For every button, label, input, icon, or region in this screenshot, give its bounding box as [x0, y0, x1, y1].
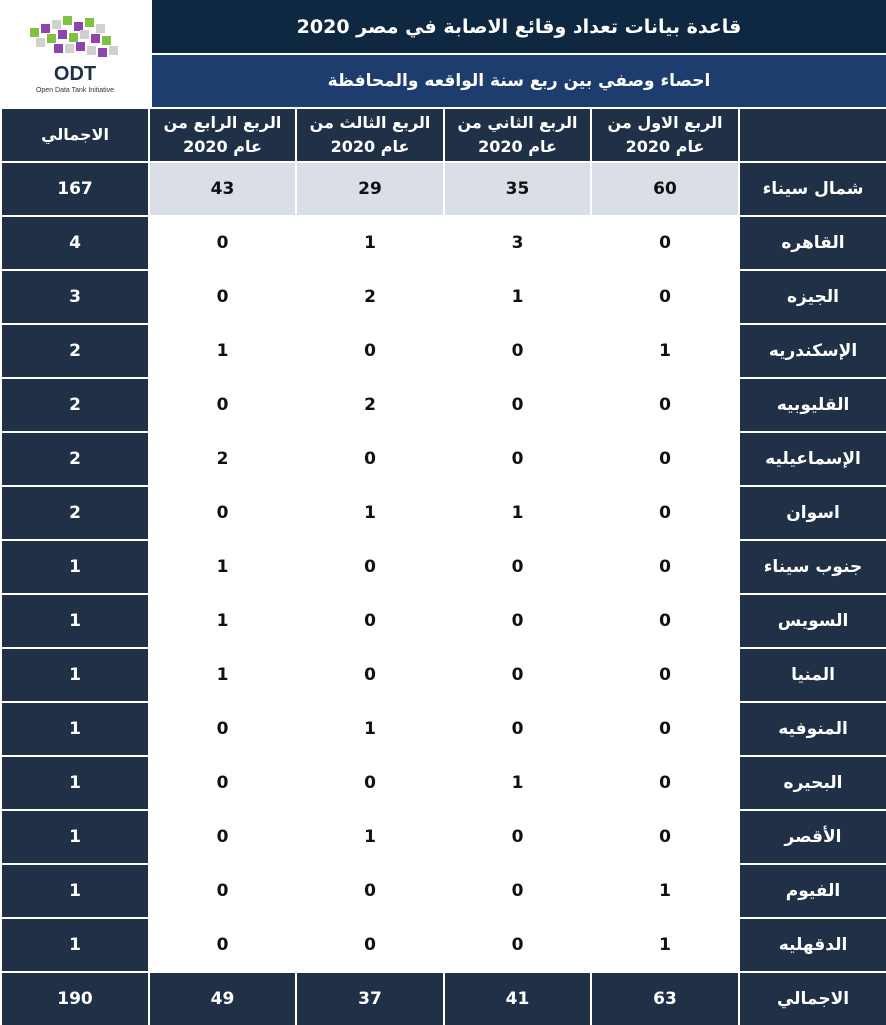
cell-q2: 0 — [445, 595, 590, 647]
cell-q4: 0 — [150, 757, 295, 809]
cell-row-total: 3 — [2, 271, 148, 323]
odt-logo-icon — [0, 0, 150, 107]
cell-q2: 0 — [445, 379, 590, 431]
cell-q2: 0 — [445, 541, 590, 593]
cell-q3: 1 — [297, 811, 443, 863]
cell-q2: 0 — [445, 703, 590, 755]
governorate-name: الإسماعيليه — [740, 433, 886, 485]
cell-q3: 2 — [297, 379, 443, 431]
cell-q1: 0 — [592, 757, 738, 809]
cell-row-total: 167 — [2, 163, 148, 215]
cell-q2: 1 — [445, 487, 590, 539]
page-subtitle — [152, 55, 886, 107]
page-title-text: قاعدة بيانات تعداد وقائع الاصابة في مصر 2020 — [296, 15, 742, 38]
governorate-name: شمال سيناء — [740, 163, 886, 215]
header-q3: الربع الثالث من عام 2020 — [297, 109, 443, 161]
cell-q4: 1 — [150, 541, 295, 593]
cell-q4: 0 — [150, 865, 295, 917]
cell-row-total: 1 — [2, 703, 148, 755]
governorate-name: الإسكندريه — [740, 325, 886, 377]
cell-q2: 0 — [445, 919, 590, 971]
cell-q3: 0 — [297, 865, 443, 917]
cell-q2: 0 — [445, 433, 590, 485]
governorate-name: السويس — [740, 595, 886, 647]
governorate-name: الجيزه — [740, 271, 886, 323]
governorate-name: الأقصر — [740, 811, 886, 863]
cell-q4: 43 — [150, 163, 295, 215]
cell-q1: 0 — [592, 649, 738, 701]
cell-q3: 1 — [297, 217, 443, 269]
header-q1: الربع الاول من عام 2020 — [592, 109, 738, 161]
odt-logo — [0, 0, 150, 107]
cell-q2: 1 — [445, 757, 590, 809]
cell-q3: 1 — [297, 487, 443, 539]
governorate-name: المنيا — [740, 649, 886, 701]
cell-q3: 0 — [297, 649, 443, 701]
cell-row-total: 1 — [2, 595, 148, 647]
governorate-name: القاهره — [740, 217, 886, 269]
header-total: الاجمالي — [2, 109, 148, 161]
governorate-name: جنوب سيناء — [740, 541, 886, 593]
cell-q1: 0 — [592, 433, 738, 485]
totals-label: الاجمالي — [740, 973, 886, 1025]
cell-row-total: 1 — [2, 541, 148, 593]
cell-row-total: 2 — [2, 379, 148, 431]
cell-q3: 29 — [297, 163, 443, 215]
page-subtitle-text: احصاء وصفي بين ربع سنة الواقعه والمحافظة — [327, 71, 711, 91]
governorate-name: الدقهليه — [740, 919, 886, 971]
header-empty-cell — [740, 109, 886, 161]
logo-text: ODT — [53, 63, 97, 85]
cell-q1: 0 — [592, 541, 738, 593]
cell-q3: 2 — [297, 271, 443, 323]
cell-q3: 0 — [297, 757, 443, 809]
cell-q4: 1 — [150, 649, 295, 701]
cell-q4: 0 — [150, 271, 295, 323]
page-title — [152, 0, 886, 53]
cell-q3: 0 — [297, 919, 443, 971]
cell-q3: 0 — [297, 433, 443, 485]
cell-q2: 1 — [445, 271, 590, 323]
cell-row-total: 1 — [2, 649, 148, 701]
total-q1: 63 — [592, 973, 738, 1025]
governorate-name: القليوبيه — [740, 379, 886, 431]
grand-total: 190 — [2, 973, 148, 1025]
cell-q1: 0 — [592, 379, 738, 431]
cell-row-total: 1 — [2, 919, 148, 971]
total-q2: 41 — [445, 973, 590, 1025]
governorate-name: الفيوم — [740, 865, 886, 917]
cell-q3: 0 — [297, 541, 443, 593]
cell-q4: 0 — [150, 217, 295, 269]
cell-q4: 2 — [150, 433, 295, 485]
cell-q2: 0 — [445, 649, 590, 701]
cell-q4: 0 — [150, 703, 295, 755]
cell-q1: 0 — [592, 271, 738, 323]
cell-row-total: 1 — [2, 757, 148, 809]
total-q4: 49 — [150, 973, 295, 1025]
cell-q4: 1 — [150, 325, 295, 377]
cell-row-total: 2 — [2, 487, 148, 539]
governorate-name: اسوان — [740, 487, 886, 539]
cell-q1: 1 — [592, 919, 738, 971]
logo-subtext: Open Data Tank Initiative — [35, 87, 115, 94]
cell-q4: 1 — [150, 595, 295, 647]
cell-q4: 0 — [150, 487, 295, 539]
cell-q1: 0 — [592, 703, 738, 755]
governorate-name: البحيره — [740, 757, 886, 809]
cell-row-total: 2 — [2, 433, 148, 485]
cell-row-total: 1 — [2, 811, 148, 863]
cell-q4: 0 — [150, 919, 295, 971]
cell-q2: 35 — [445, 163, 590, 215]
cell-row-total: 1 — [2, 865, 148, 917]
total-q3: 37 — [297, 973, 443, 1025]
cell-q1: 0 — [592, 811, 738, 863]
cell-q4: 0 — [150, 811, 295, 863]
cell-q1: 0 — [592, 487, 738, 539]
cell-q1: 60 — [592, 163, 738, 215]
cell-q1: 1 — [592, 325, 738, 377]
header-q4: الربع الرابع من عام 2020 — [150, 109, 295, 161]
cell-q4: 0 — [150, 379, 295, 431]
cell-q2: 0 — [445, 811, 590, 863]
cell-row-total: 2 — [2, 325, 148, 377]
cell-q2: 0 — [445, 325, 590, 377]
cell-q3: 0 — [297, 595, 443, 647]
cell-q2: 3 — [445, 217, 590, 269]
cell-q3: 1 — [297, 703, 443, 755]
data-table — [0, 107, 886, 1024]
header-q2: الربع الثاني من عام 2020 — [445, 109, 590, 161]
cell-q1: 1 — [592, 865, 738, 917]
cell-q3: 0 — [297, 325, 443, 377]
cell-q1: 0 — [592, 217, 738, 269]
cell-q1: 0 — [592, 595, 738, 647]
governorate-name: المنوفيه — [740, 703, 886, 755]
cell-row-total: 4 — [2, 217, 148, 269]
cell-q2: 0 — [445, 865, 590, 917]
